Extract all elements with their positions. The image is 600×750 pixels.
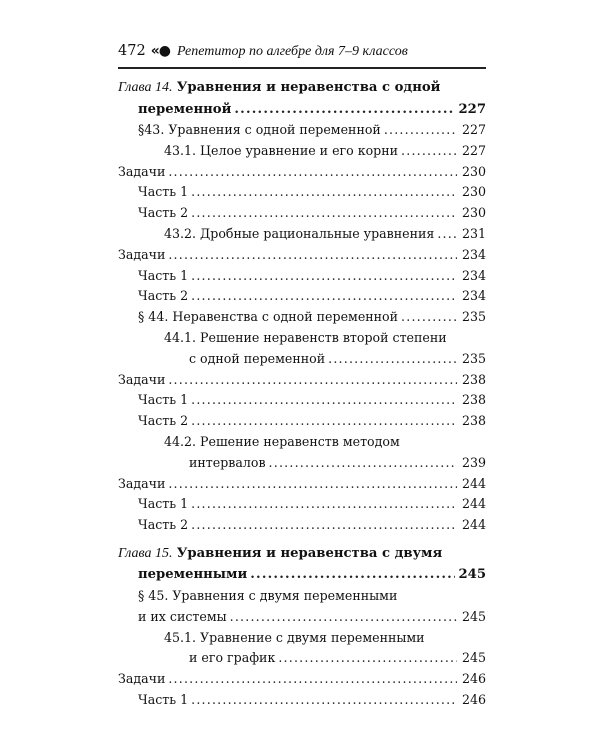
table-of-contents <box>118 77 486 711</box>
leader-dots <box>191 390 457 411</box>
leader-dots <box>191 515 457 536</box>
toc-part[interactable] <box>118 266 486 287</box>
chapter-number: Глава 15. <box>118 545 173 561</box>
chapter-number: Глава 14. <box>118 80 173 95</box>
page-ref: 238 <box>461 413 486 429</box>
chapter-title-cont: переменной <box>138 101 232 117</box>
subsection-title-cont: с одной переменной <box>189 350 326 366</box>
toc-part[interactable] <box>118 203 486 224</box>
leader-dots <box>168 370 457 391</box>
part-label: Часть 1 <box>138 392 189 408</box>
leader-dots <box>191 182 457 203</box>
toc-part[interactable] <box>118 515 486 536</box>
page-ref: 230 <box>461 184 486 200</box>
tasks-label: Задачи <box>118 671 166 687</box>
subsection-title: 45.1. Уравнение с двумя переменными <box>164 629 425 645</box>
leader-dots <box>437 224 457 245</box>
leader-dots <box>250 564 455 586</box>
page-ref: 245 <box>461 650 486 666</box>
chapter-title: Уравнения и неравенства с двумя <box>176 545 443 561</box>
page-ref: 231 <box>461 225 486 241</box>
section-title: § 45. Уравнения с двумя переменными <box>138 587 398 603</box>
leader-dots <box>191 494 457 515</box>
part-label: Часть 2 <box>138 517 189 533</box>
page-ref: 245 <box>458 567 486 583</box>
toc-section-45[interactable] <box>118 586 486 628</box>
leader-dots <box>191 266 457 287</box>
leader-dots <box>191 286 457 307</box>
leader-dots <box>191 690 457 711</box>
tasks-label: Задачи <box>118 371 166 387</box>
toc-subsection-45-1[interactable] <box>118 628 486 670</box>
part-label: Часть 1 <box>138 496 189 512</box>
page-ref: 244 <box>461 475 486 491</box>
toc-tasks[interactable] <box>118 370 486 391</box>
subsection-title: 43.2. Дробные рациональные уравнения <box>164 225 435 241</box>
leader-dots <box>234 99 455 121</box>
chapter-title: Уравнения и неравенства с одной <box>176 80 441 95</box>
leader-dots <box>168 162 457 183</box>
page-ref: 227 <box>461 142 486 158</box>
part-label: Часть 1 <box>138 267 189 283</box>
chapter-title-cont: переменными <box>138 567 248 583</box>
page-ref: 245 <box>461 608 486 624</box>
subsection-title: 44.2. Решение неравенств методом <box>164 433 400 449</box>
page-ref: 234 <box>461 288 486 304</box>
toc-tasks[interactable] <box>118 474 486 495</box>
toc-part[interactable] <box>118 690 486 711</box>
toc-subsection-44-2[interactable] <box>118 432 486 474</box>
book-title: Репетитор по алгебре для 7–9 классов <box>176 44 408 59</box>
subsection-title: 43.1. Целое уравнение и его корни <box>164 142 399 158</box>
toc-tasks[interactable] <box>118 245 486 266</box>
page-ref: 246 <box>461 671 486 687</box>
leader-dots <box>328 349 457 370</box>
part-label: Часть 1 <box>138 184 189 200</box>
part-label: Часть 2 <box>138 205 189 221</box>
page-ref: 227 <box>458 101 486 117</box>
toc-chapter-14[interactable] <box>118 77 486 120</box>
leader-dots <box>191 411 457 432</box>
page-ref: 230 <box>461 163 486 179</box>
section-title: §43. Уравнения с одной переменной <box>138 122 381 137</box>
page-ref: 244 <box>461 517 486 533</box>
page-ref: 238 <box>461 392 486 408</box>
section-title: § 44. Неравенства с одной переменной <box>138 309 399 325</box>
leader-dots <box>384 120 457 141</box>
subsection-title: 44.1. Решение неравенств второй степени <box>164 329 447 345</box>
running-header <box>118 43 486 69</box>
page-ref: 239 <box>461 454 486 470</box>
leader-dots <box>401 307 457 328</box>
leader-dots <box>230 607 457 628</box>
subsection-title-cont: интервалов <box>189 454 266 470</box>
toc-chapter-15[interactable] <box>118 543 486 586</box>
page-ref: 234 <box>461 267 486 283</box>
toc-part[interactable] <box>118 494 486 515</box>
part-label: Часть 2 <box>138 288 189 304</box>
leader-dots <box>401 141 457 162</box>
leader-dots <box>168 245 457 266</box>
page-ref: 238 <box>461 371 486 387</box>
toc-part[interactable] <box>118 286 486 307</box>
toc-part[interactable] <box>118 411 486 432</box>
leader-dots <box>278 648 457 669</box>
section-title-cont: и их системы <box>138 608 227 624</box>
part-label: Часть 2 <box>138 413 189 429</box>
ornament-icon: «● <box>150 43 170 59</box>
toc-section-43[interactable] <box>118 120 486 141</box>
page-ref: 244 <box>461 496 486 512</box>
toc-section-44[interactable] <box>118 307 486 328</box>
toc-subsection-44-1[interactable] <box>118 328 486 370</box>
leader-dots <box>168 669 457 690</box>
tasks-label: Задачи <box>118 163 166 179</box>
toc-part[interactable] <box>118 390 486 411</box>
toc-subsection-43-1[interactable] <box>118 141 486 162</box>
toc-tasks[interactable] <box>118 669 486 690</box>
toc-tasks[interactable] <box>118 162 486 183</box>
page-ref: 235 <box>461 350 486 366</box>
toc-subsection-43-2[interactable] <box>118 224 486 245</box>
leader-dots <box>269 453 457 474</box>
part-label: Часть 1 <box>138 691 189 707</box>
page-ref: 246 <box>461 691 486 707</box>
toc-part[interactable] <box>118 182 486 203</box>
page-ref: 227 <box>461 122 486 137</box>
leader-dots <box>191 203 457 224</box>
page-ref: 234 <box>461 246 486 262</box>
page-ref: 230 <box>461 205 486 221</box>
subsection-title-cont: и его график <box>189 650 276 666</box>
tasks-label: Задачи <box>118 475 166 491</box>
page-ref: 235 <box>461 309 486 325</box>
tasks-label: Задачи <box>118 246 166 262</box>
page-number: 472 <box>118 43 146 59</box>
leader-dots <box>168 474 457 495</box>
